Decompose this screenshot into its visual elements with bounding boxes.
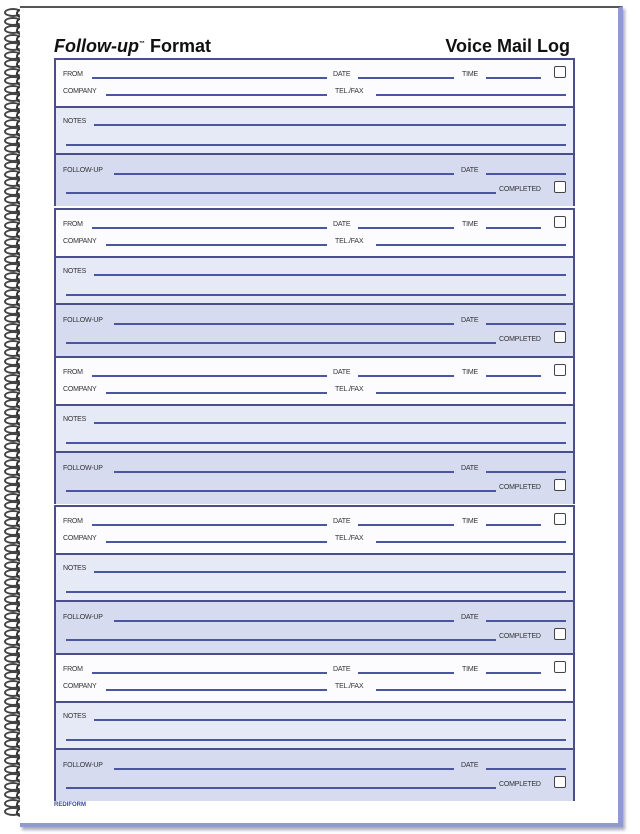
notes-field-line-2[interactable]: [66, 442, 566, 444]
followup-field-line-2[interactable]: [66, 639, 496, 641]
from-field[interactable]: [92, 524, 327, 526]
flag-checkbox[interactable]: [554, 513, 566, 525]
time-field[interactable]: [486, 375, 541, 377]
date-field[interactable]: [358, 524, 454, 526]
followup-date-label: DATE: [461, 167, 479, 174]
log-title: Voice Mail Log: [445, 36, 570, 56]
followup-label: FOLLOW-UP: [63, 614, 103, 621]
completed-checkbox[interactable]: [554, 331, 566, 343]
notes-label: NOTES: [63, 713, 87, 720]
followup-label: FOLLOW-UP: [63, 317, 103, 324]
format-title-rest: Format: [150, 36, 212, 56]
company-label: COMPANY: [63, 386, 97, 393]
notes-field[interactable]: [94, 571, 566, 573]
followup-date-label: DATE: [461, 614, 479, 621]
time-field[interactable]: [486, 77, 541, 79]
notes-section: [56, 256, 573, 305]
date-label: DATE: [333, 71, 351, 78]
date-label: DATE: [333, 666, 351, 673]
format-title: [54, 36, 211, 57]
date-label: DATE: [333, 369, 351, 376]
completed-label: COMPLETED: [499, 186, 541, 193]
completed-checkbox[interactable]: [554, 181, 566, 193]
telfax-field[interactable]: [376, 392, 566, 394]
telfax-field[interactable]: [376, 244, 566, 246]
completed-checkbox[interactable]: [554, 479, 566, 491]
notes-label: NOTES: [63, 416, 87, 423]
followup-field-line-2[interactable]: [66, 490, 496, 492]
contact-section: [56, 60, 573, 106]
date-field[interactable]: [358, 375, 454, 377]
followup-date-label: DATE: [461, 317, 479, 324]
time-label: TIME: [462, 666, 478, 673]
telfax-label: TEL./FAX: [335, 386, 364, 393]
followup-label: FOLLOW-UP: [63, 465, 103, 472]
company-label: COMPANY: [63, 238, 97, 245]
notes-section: [56, 701, 573, 750]
date-field[interactable]: [358, 77, 454, 79]
followup-field[interactable]: [114, 323, 454, 325]
followup-date-field[interactable]: [486, 768, 566, 770]
log-entry: [54, 58, 575, 206]
date-label: DATE: [333, 221, 351, 228]
followup-field[interactable]: [114, 768, 454, 770]
from-label: FROM: [63, 221, 83, 228]
notes-section: [56, 553, 573, 602]
time-field[interactable]: [486, 672, 541, 674]
completed-checkbox[interactable]: [554, 628, 566, 640]
followup-field-line-2[interactable]: [66, 787, 496, 789]
log-entry: [54, 208, 575, 356]
time-field[interactable]: [486, 227, 541, 229]
company-field[interactable]: [106, 689, 327, 691]
notes-label: NOTES: [63, 118, 87, 125]
telfax-field[interactable]: [376, 94, 566, 96]
flag-checkbox[interactable]: [554, 66, 566, 78]
notes-section: [56, 404, 573, 453]
company-field[interactable]: [106, 392, 327, 394]
notes-field-line-2[interactable]: [66, 144, 566, 146]
flag-checkbox[interactable]: [554, 661, 566, 673]
time-label: TIME: [462, 71, 478, 78]
contact-section: [56, 210, 573, 256]
time-label: TIME: [462, 221, 478, 228]
log-entry: [54, 356, 575, 504]
followup-section: [56, 451, 573, 504]
followup-date-field[interactable]: [486, 620, 566, 622]
notes-field[interactable]: [94, 124, 566, 126]
notes-field-line-2[interactable]: [66, 739, 566, 741]
completed-label: COMPLETED: [499, 781, 541, 788]
from-field[interactable]: [92, 77, 327, 79]
followup-label: FOLLOW-UP: [63, 167, 103, 174]
notes-field[interactable]: [94, 719, 566, 721]
completed-label: COMPLETED: [499, 336, 541, 343]
time-label: TIME: [462, 369, 478, 376]
telfax-field[interactable]: [376, 689, 566, 691]
log-entry: [54, 653, 575, 801]
followup-section: [56, 303, 573, 356]
followup-field[interactable]: [114, 471, 454, 473]
from-label: FROM: [63, 518, 83, 525]
from-field[interactable]: [92, 672, 327, 674]
telfax-label: TEL./FAX: [335, 535, 364, 542]
contact-section: [56, 655, 573, 701]
from-label: FROM: [63, 71, 83, 78]
time-field[interactable]: [486, 524, 541, 526]
company-label: COMPANY: [63, 683, 97, 690]
from-label: FROM: [63, 369, 83, 376]
contact-section: [56, 507, 573, 553]
from-label: FROM: [63, 666, 83, 673]
company-label: COMPANY: [63, 535, 97, 542]
followup-field[interactable]: [114, 173, 454, 175]
followup-section: [56, 748, 573, 801]
followup-field-line-2[interactable]: [66, 192, 496, 194]
followup-section: [56, 600, 573, 653]
from-field[interactable]: [92, 227, 327, 229]
contact-section: [56, 358, 573, 404]
completed-checkbox[interactable]: [554, 776, 566, 788]
notes-section: [56, 106, 573, 155]
followup-label: FOLLOW-UP: [63, 762, 103, 769]
telfax-label: TEL./FAX: [335, 238, 364, 245]
followup-date-label: DATE: [461, 762, 479, 769]
company-label: COMPANY: [63, 88, 97, 95]
log-entry: [54, 505, 575, 653]
telfax-field[interactable]: [376, 541, 566, 543]
followup-date-field[interactable]: [486, 323, 566, 325]
date-field[interactable]: [358, 672, 454, 674]
brand-logo: REDIFORM: [54, 802, 86, 808]
notes-field-line-2[interactable]: [66, 591, 566, 593]
flag-checkbox[interactable]: [554, 364, 566, 376]
time-label: TIME: [462, 518, 478, 525]
date-label: DATE: [333, 518, 351, 525]
company-field[interactable]: [106, 244, 327, 246]
notes-label: NOTES: [63, 565, 87, 572]
notes-label: NOTES: [63, 268, 87, 275]
completed-label: COMPLETED: [499, 484, 541, 491]
followup-date-field[interactable]: [486, 471, 566, 473]
format-title-italic: Follow-up: [54, 36, 139, 56]
telfax-label: TEL./FAX: [335, 683, 364, 690]
flag-checkbox[interactable]: [554, 216, 566, 228]
completed-label: COMPLETED: [499, 633, 541, 640]
notes-field-line-2[interactable]: [66, 294, 566, 296]
company-field[interactable]: [106, 541, 327, 543]
followup-date-label: DATE: [461, 465, 479, 472]
notes-field[interactable]: [94, 422, 566, 424]
date-field[interactable]: [358, 227, 454, 229]
followup-date-field[interactable]: [486, 173, 566, 175]
company-field[interactable]: [106, 94, 327, 96]
followup-field-line-2[interactable]: [66, 342, 496, 344]
from-field[interactable]: [92, 375, 327, 377]
telfax-label: TEL./FAX: [335, 88, 364, 95]
notes-field[interactable]: [94, 274, 566, 276]
trademark: ™: [138, 41, 145, 47]
followup-field[interactable]: [114, 620, 454, 622]
followup-section: [56, 153, 573, 206]
